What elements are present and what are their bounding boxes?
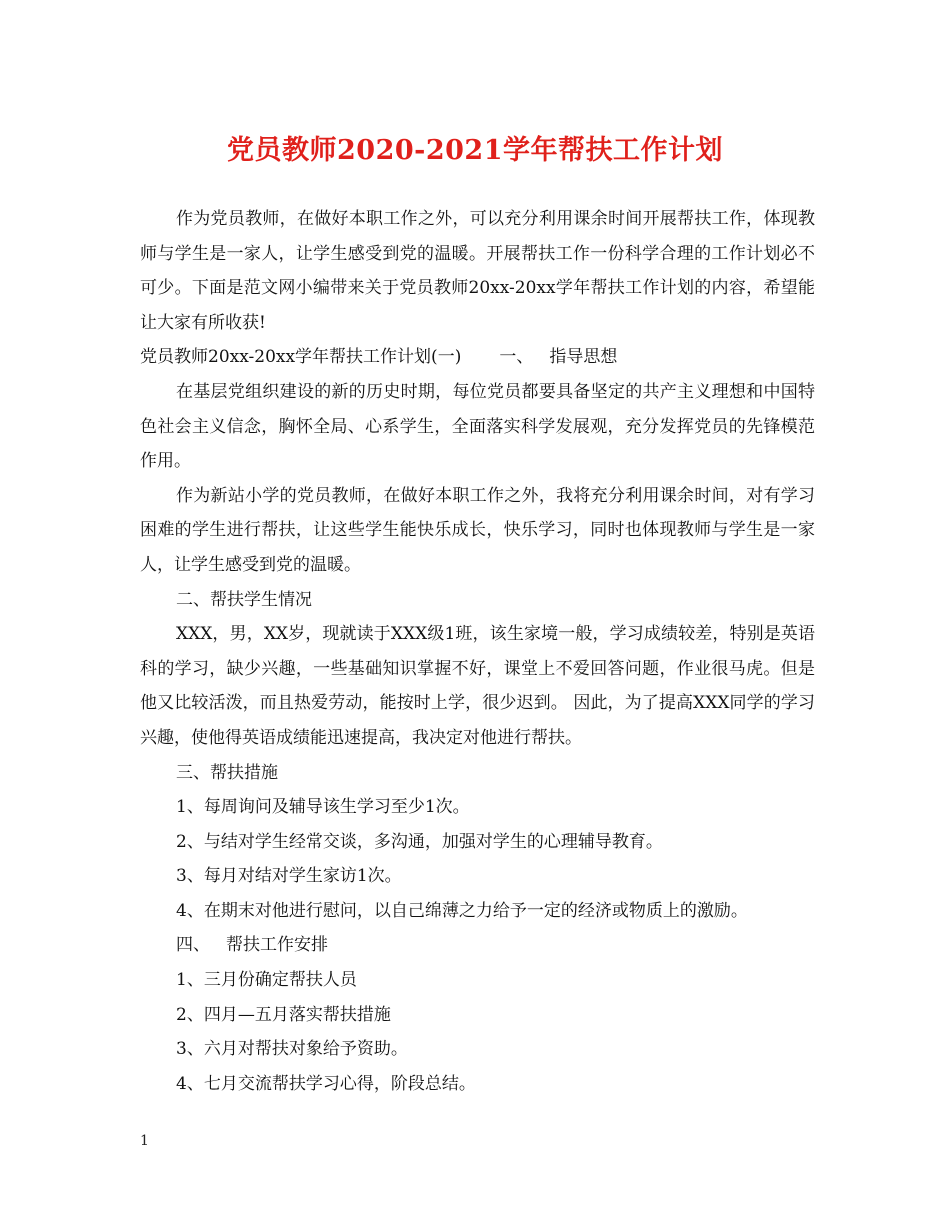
plan-title: 党员教师20xx-20xx学年帮扶工作计划(一) [140,347,462,368]
measure-item: 3、每月对结对学生家访1次。 [176,866,402,887]
measure-item: 4、在期末对他进行慰问，以自己绵薄之力给予一定的经济或物质上的激励。 [176,900,748,921]
paragraph-student: XXX，男，XX岁，现就读于XXX级1班，该生家境一般，学习成绩较差，特别是英语科的学习，缺少兴趣，一些基础知识掌握不好，课堂上不爱回答问题，作业很马虎。但是他又比较活泼，而且热爱劳动，能按时上学，很少迟到。 因此，为了提高XXX同学的学习兴趣，使他得英语成绩能迅速提高，我决定对他进行帮扶。 [140,624,815,748]
paragraph-guiding: 在基层党组织建设的新的历史时期，每位党员都要具备坚定的共产主义理想和中国特色社会主义信念，胸怀全局、心系学生，全面落实科学发展观，充分发挥党员的先锋模范作用。 [140,381,815,472]
arrangement-item: 2、四月—五月落实帮扶措施 [176,1004,391,1025]
section-1-number: 一、 [499,347,534,368]
arrangement-item: 3、六月对帮扶对象给予资助。 [176,1039,408,1060]
section-2-heading: 二、帮扶学生情况 [176,589,312,610]
measure-item: 1、每周询问及辅导该生学习至少1次。 [176,797,470,818]
section-1-title: 指导思想 [549,347,618,368]
section-4-title: 帮扶工作安排 [226,935,328,956]
section-4-number: 四、 [176,935,210,956]
document-title: 党员教师2020-2021学年帮扶工作计划 [227,135,723,166]
section-4-heading [140,928,815,963]
measure-item: 2、与结对学生经常交谈，多沟通，加强对学生的心理辅导教育。 [176,831,663,852]
section-3-heading: 三、帮扶措施 [176,762,278,783]
paragraph-intent: 作为新站小学的党员教师，在做好本职工作之外，我将充分利用课余时间，对有学习困难的学生进行帮扶，让这些学生能快乐成长，快乐学习，同时也体现教师与学生是一家人，让学生感受到党的温暖。 [140,485,815,575]
plan-heading-line [140,340,815,375]
arrangement-item: 4、七月交流帮扶学习心得，阶段总结。 [176,1073,476,1094]
document-body [140,202,815,1101]
page-number: 1 [140,1133,149,1149]
arrangement-item: 1、三月份确定帮扶人员 [176,970,357,991]
intro-paragraph: 作为党员教师，在做好本职工作之外，可以充分利用课余时间开展帮扶工作，体现教师与学生是一家人，让学生感受到党的温暖。开展帮扶工作一份科学合理的工作计划必不可少。下面是范文网小编带来关于党员教师20xx-20xx学年帮扶工作计划的内容，希望能让大家有所收获! [140,209,815,333]
